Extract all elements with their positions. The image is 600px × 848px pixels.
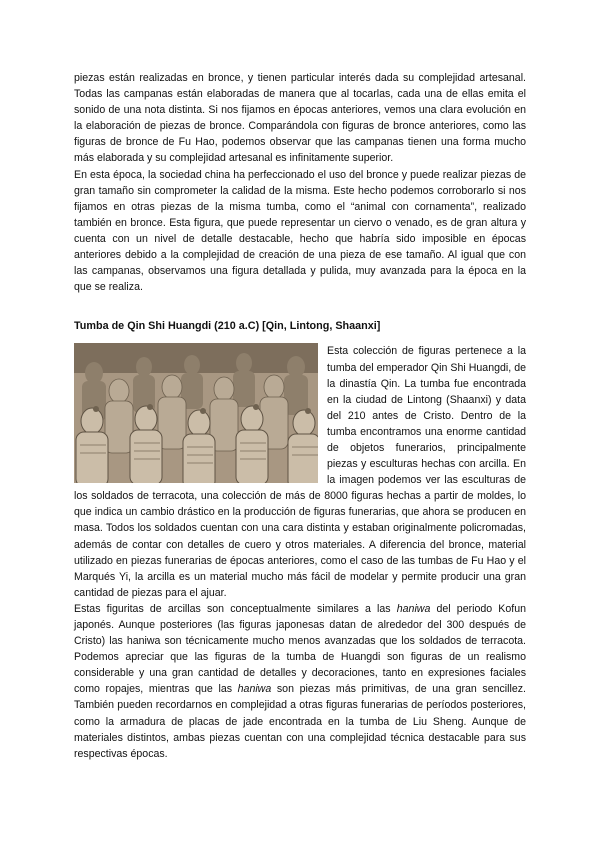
paragraph-bronze-perfection: En esta época, la sociedad china ha perfeccionado el uso del bronce y puede realizar piezas de gran tamaño sin comprometer la calidad de la misma. Este hecho podemos corroborarlo si nos fijamos en otras piezas de la misma tumba, como el “animal con cornamenta”, realizado también en bronce. Esta figura, que puede representar un ciervo o venado, es de gran altura y cuenta con un nivel de detalle destacable, hecho que habría sido imposible en épocas anteriores debido a la complejidad de creación de una pieza de ese tamaño. Al igual que con las campanas, observamos una figura detallada y pulida, muy avanzada para la época en la que se realiza. <box>74 168 526 294</box>
term-haniwa: haniwa <box>237 683 272 696</box>
document-body <box>74 70 526 762</box>
terracotta-warriors-illustration <box>74 343 318 483</box>
paragraph-qin-tomb: Esta colección de figuras pertenece a la tumba del emperador Qin Shi Huangdi, de la dinastía Qin. La tumba fue encontrada en la ciudad de Lintong (Shaanxi) y data del 210 antes de Cristo. Dentro de la tumba encontramos una enorme cantidad de objetos funerarios, principalmente piezas y esculturas hechas con arcilla. En la imagen podemos ver las esculturas de los soldados de terracota, una colección de más de 8000 figuras hechas a partir de moldes, lo que indica un cambio drástico en la producción de figuras funerarias, que ahora se producen en masa. Todos los soldados cuentan con una cara distinta y estaban originalmente policromadas, además de contar con detalles de cuero y otros materiales. A diferencia del bronce, material utilizado en piezas funerarias de épocas anteriores, como el caso de las tumbas de Fu Hao y el Marqués Yi, la arcilla es un material mucho más fácil de modelar y permite producir una gran cantidad de piezas para el ajuar. <box>74 345 526 599</box>
terracotta-warriors-photo <box>74 343 318 483</box>
term-haniwa: haniwa <box>396 602 431 615</box>
paragraph-bronze-bells: piezas están realizadas en bronce, y tienen particular interés dada su complejidad artesanal. Todas las campanas están elaboradas de manera que al tocarlas, cada una de ellas emita el sonido de una nota distinta. Si nos fijamos en épocas anteriores, vemos una clara evolución en la elaboración de piezas de bronce. Comparándola con figuras de bronce anteriores, como las figuras de bronce de Fu Hao, podemos observar que las campanas tienen una forma mucho más elaborada y su complejidad artesanal es infinitamente superior. <box>74 72 526 165</box>
paragraph-haniwa-comparison: Estas figuritas de arcillas son conceptualmente similares a las haniwa del periodo Kofun japonés. Aunque posteriores (las figuras japonesas datan de alrededor del 300 después de Cristo) las haniwa son técnicamente mucho menos avanzadas que los soldados de terracota. Podemos apreciar que las figuras de la tumba de Huangdi son figuras de un realismo considerable y una gran cantidad de detalles y decoraciones, tanto en expresiones faciales como ropajes, mientras que las haniwa son piezas más primitivas, de una gran sencillez. También pueden recordarnos en complejidad a otras figuras funerarias de períodos posteriores, como la armadura de placas de jade encontrada en la tumba de Liu Sheng. Aunque de materiales distintos, ambas piezas cuentan con una complejidad técnica destacable para sus respectivas épocas. <box>74 602 527 760</box>
section-heading: Tumba de Qin Shi Huangdi (210 a.C) [Qin, Lintong, Shaanxi] <box>74 320 381 333</box>
